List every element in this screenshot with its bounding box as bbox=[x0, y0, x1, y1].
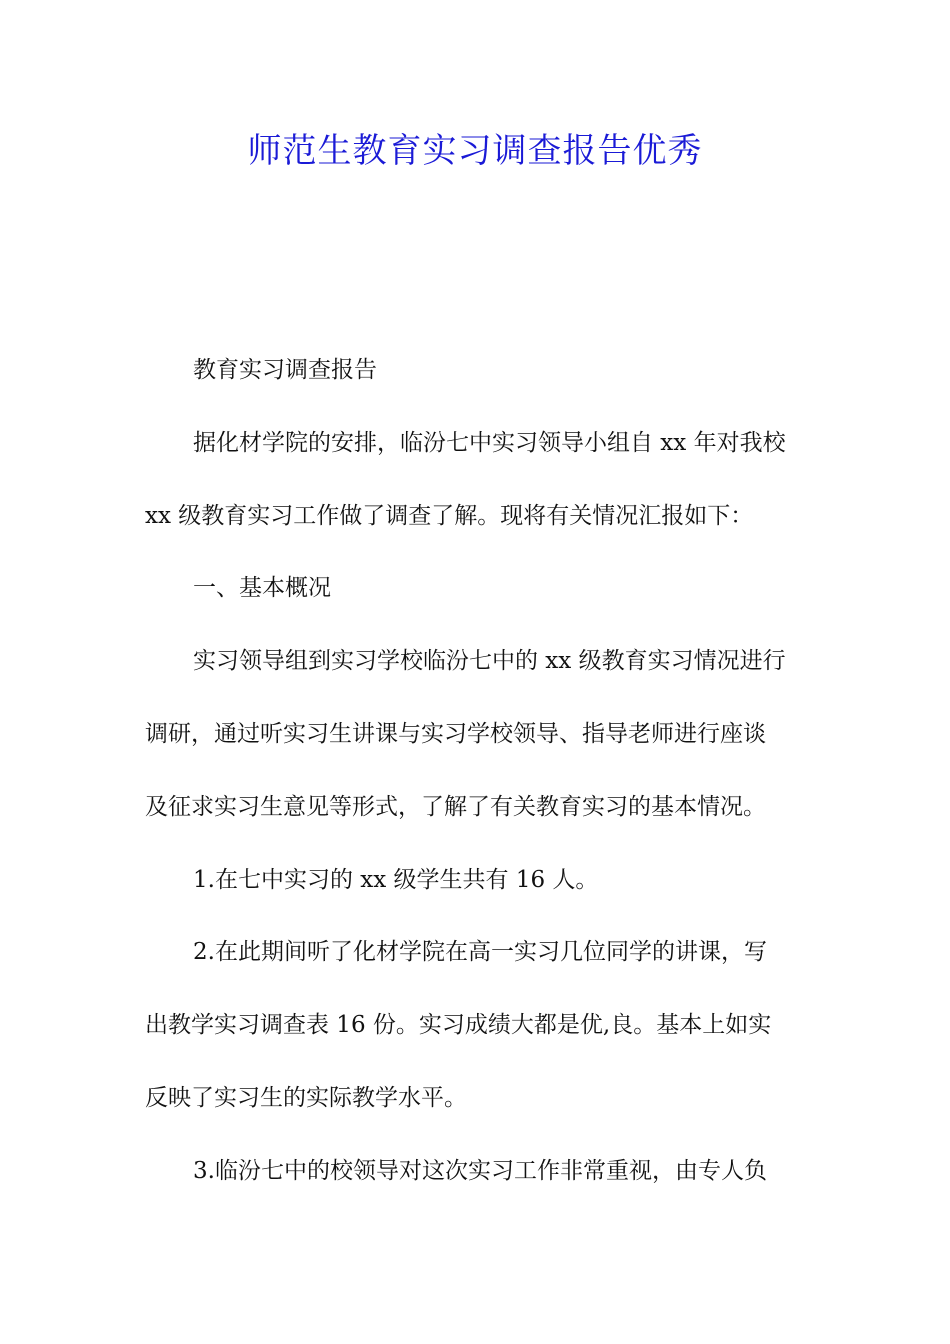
paragraph-line: 反映了实习生的实际教学水平。 bbox=[145, 1084, 467, 1111]
section-heading: 一、基本概况 bbox=[193, 575, 331, 602]
list-item: 1.在七中实习的 xx 级学生共有 16 人。 bbox=[193, 866, 599, 893]
paragraph-line: 调研，通过听实习生讲课与实习学校领导、指导老师进行座谈 bbox=[145, 720, 766, 747]
paragraph-line: 据化材学院的安排，临汾七中实习领导小组自 xx 年对我校 bbox=[193, 429, 786, 456]
list-item: 2.在此期间听了化材学院在高一实习几位同学的讲课，写 bbox=[193, 939, 767, 966]
paragraph-line: 出教学实习调查表 16 份。实习成绩大都是优,良。基本上如实 bbox=[145, 1012, 772, 1039]
document-body bbox=[145, 334, 813, 1208]
paragraph-line: 及征求实习生意见等形式，了解了有关教育实习的基本情况。 bbox=[145, 793, 766, 820]
document-title: 师范生教育实习调查报告优秀 bbox=[247, 131, 703, 171]
list-item: 3.临汾七中的校领导对这次实习工作非常重视，由专人负 bbox=[193, 1157, 767, 1184]
paragraph-line: 实习领导组到实习学校临汾七中的 xx 级教育实习情况进行 bbox=[193, 648, 786, 675]
paragraph-line: xx 级教育实习工作做了调查了解。现将有关情况汇报如下： bbox=[145, 502, 754, 529]
section-heading: 教育实习调查报告 bbox=[193, 357, 377, 383]
